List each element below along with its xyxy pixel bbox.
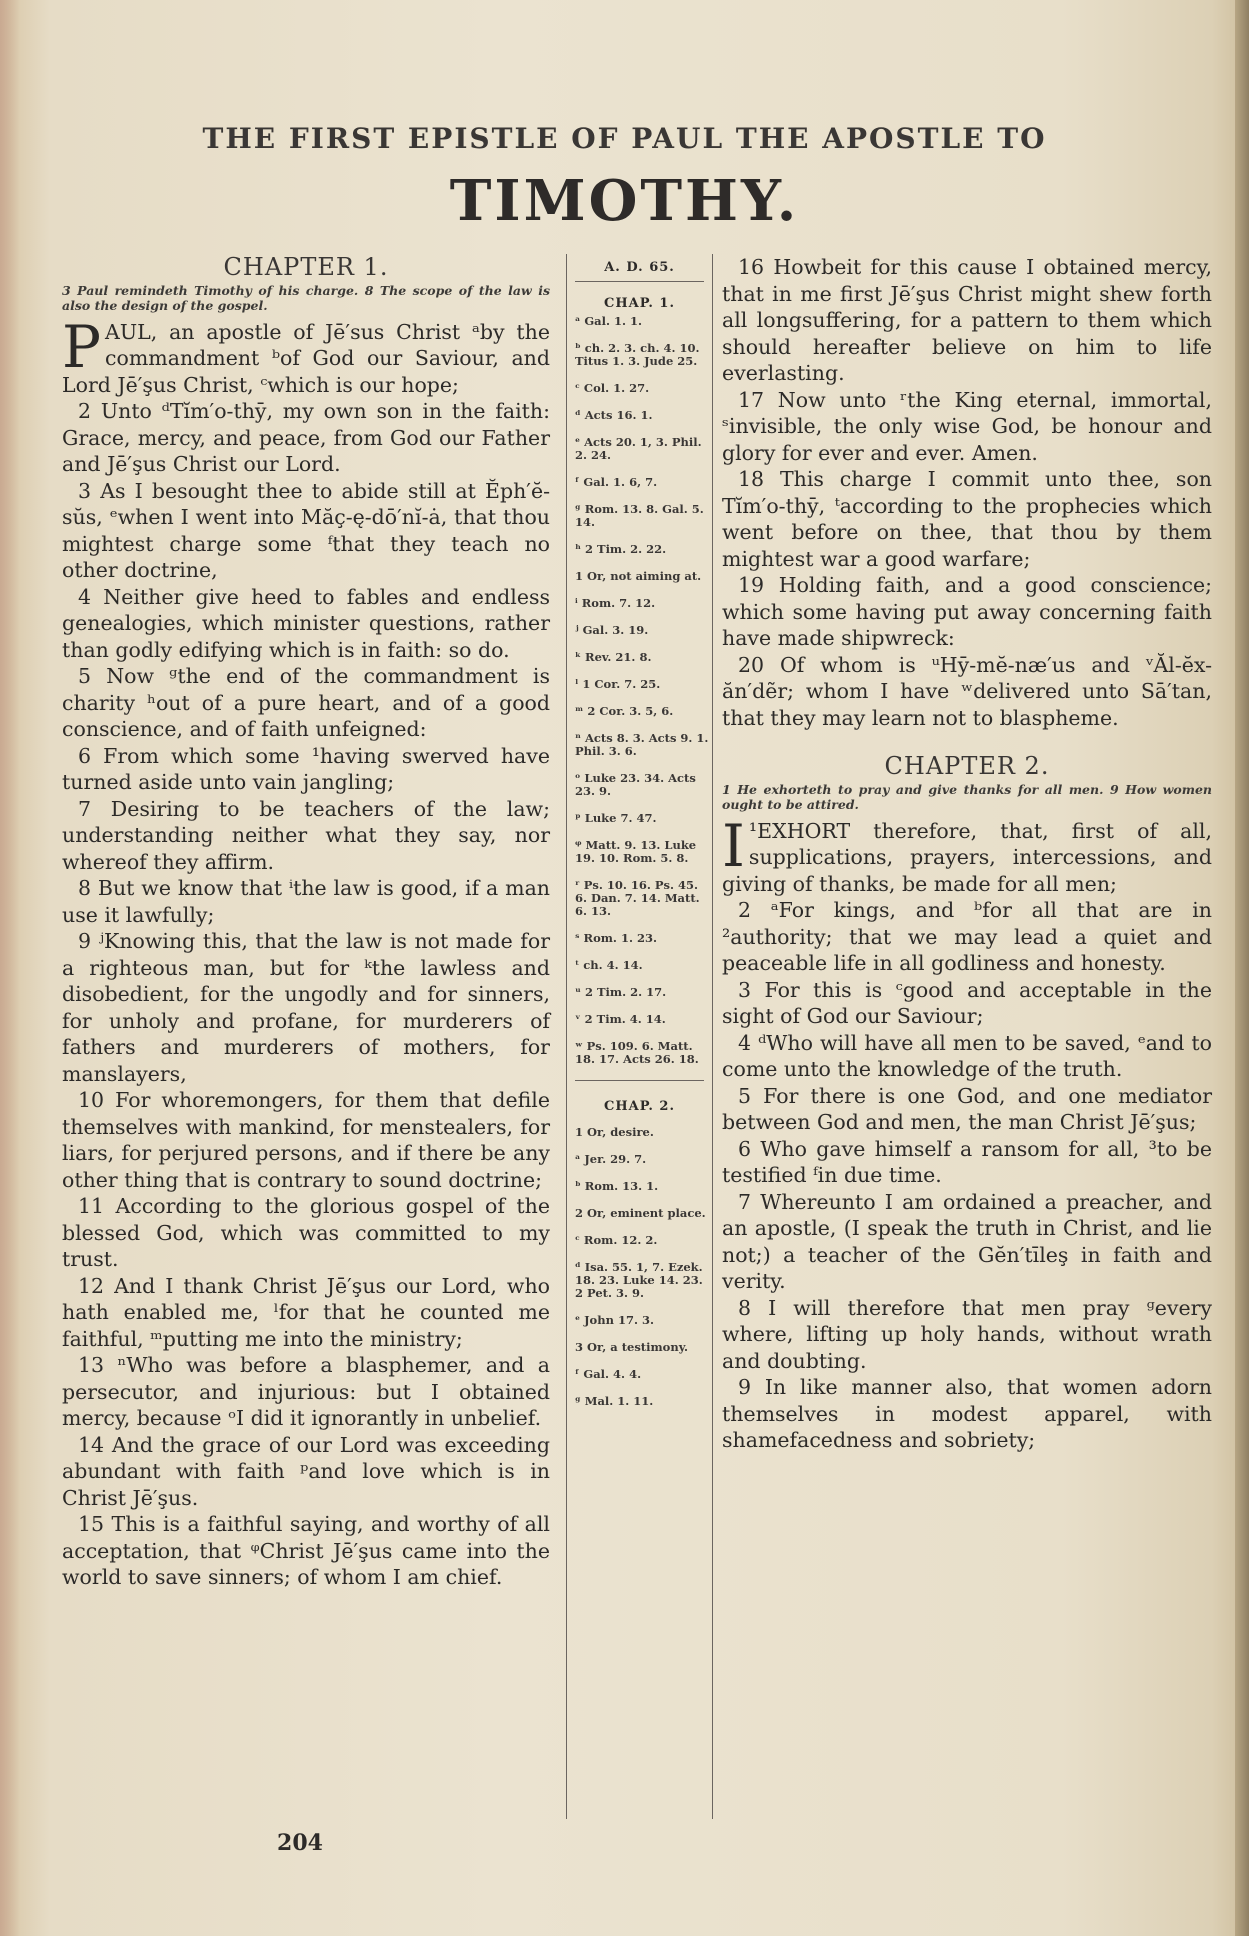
verse-1-9: 9 ʲKnowing this, that the law is not made for a righteous man, but for ᵏthe lawless and disobedient, for the ungodly and for sinners, for unholy and profane, for murderers of fathers and murderers of mothers, for manslayers,: [62, 929, 550, 1086]
verse-1-6: 6 From which some ¹having swerved have turned aside unto vain jangling;: [62, 743, 550, 794]
reference-margin: [566, 254, 713, 1819]
margin-ref: ᵛ 2 Tim. 4. 14.: [575, 1012, 666, 1026]
right-text-column: [722, 254, 1212, 1454]
margin-ref: ᶠ Gal. 4. 4.: [575, 1367, 642, 1381]
margin-chap-1-label: CHAP. 1.: [604, 296, 675, 311]
margin-date: A. D. 65.: [604, 260, 675, 275]
verse-1-17: 17 Now unto ʳthe King eternal, immortal, ˢinvisible, the only wise God, be honour and glory for ever and ever. Amen.: [722, 387, 1212, 465]
margin-ref: ᵐ 2 Cor. 3. 5, 6.: [575, 704, 674, 718]
margin-ref: 1 Or, not aiming at.: [575, 569, 702, 583]
margin-ref: ᵍ Mal. 1. 11.: [575, 1394, 654, 1408]
chapter-2-summary: 1 He exhorteth to pray and give thanks for all men. 9 How women ought to be attired.: [722, 781, 1212, 812]
margin-ref: 2 Or, eminent place.: [575, 1206, 706, 1220]
verse-2-3: 3 For this is ᶜgood and acceptable in the sight of God our Saviour;: [722, 977, 1212, 1028]
margin-divider: [575, 1080, 704, 1081]
margin-ref: ᵖ Luke 7. 47.: [575, 811, 657, 825]
margin-ref: ᵉ John 17. 3.: [575, 1313, 654, 1327]
verse-1-13: 13 ⁿWho was before a blasphemer, and a persecutor, and injurious: but I obtained mercy, because ᵒI did it ignorantly in unbelief.: [62, 1353, 550, 1430]
margin-ref: ᵈ Acts 16. 1.: [575, 408, 653, 422]
book-title: TIMOTHY.: [449, 168, 800, 234]
verse-2-1-text: ¹EXHORT therefore, that, first of all, supplications, prayers, intercessions, and giving of thanks, be made for all men;: [722, 818, 1212, 896]
margin-ref: ᵏ Rev. 21. 8.: [575, 650, 652, 664]
margin-ref: ᵃ Jer. 29. 7.: [575, 1152, 647, 1166]
verse-2-6: 6 Who gave himself a ransom for all, ³to be testified ᶠin due time.: [722, 1136, 1212, 1187]
margin-ref: ᵠ Matt. 9. 13. Luke 19. 10. Rom. 5. 8.: [575, 838, 697, 865]
verse-2-5: 5 For there is one God, and one mediator between God and men, the man Christ Jē′şus;: [722, 1083, 1212, 1134]
verse-1-2: 2 Unto ᵈTĭm′o-thȳ, my own son in the faith: Grace, mercy, and peace, from God our Father and Jē′şus Christ our Lord.: [62, 399, 550, 476]
verse-1-1: [62, 312, 550, 399]
margin-ref: ᵇ ch. 2. 3. ch. 4. 10. Titus 1. 3. Jude 25.: [575, 341, 700, 368]
margin-chap-2-label: CHAP. 2.: [604, 1099, 675, 1114]
chapter-1-summary: 3 Paul remindeth Timothy of his charge. 8 The scope of the law is also the design of the gospel.: [62, 282, 550, 313]
margin-ref: ʳ Ps. 10. 16. Ps. 45. 6. Dan. 7. 14. Matt. 6. 13.: [575, 878, 700, 918]
verse-1-12: 12 And I thank Christ Jē′şus our Lord, who hath enabled me, ˡfor that he counted me faithful, ᵐputting me into the ministry;: [62, 1273, 550, 1351]
verse-1-1-text: AUL, an apostle of Jē′sus Christ ᵃby the commandment ᵇof God our Saviour, and Lord Jē′şus Christ, ᶜwhich is our hope;: [62, 319, 550, 397]
verse-1-7: 7 Desiring to be teachers of the law; understanding neither what they say, nor whereof they affirm.: [62, 796, 550, 874]
chapter-1-heading: CHAPTER 1.: [223, 253, 389, 281]
verse-2-9: 9 In like manner also, that women adorn themselves in modest apparel, with shamefacedness and sobriety;: [722, 1375, 1212, 1452]
margin-ref: ᶜ Rom. 12. 2.: [575, 1233, 658, 1247]
verse-1-5: 5 Now ᵍthe end of the commandment is charity ʰout of a pure heart, and of a good conscience, and of faith unfeigned:: [62, 664, 550, 741]
margin-ref: ᵘ 2 Tim. 2. 17.: [575, 985, 667, 999]
verse-1-4: 4 Neither give heed to fables and endless genealogies, which minister questions, rather than godly edifying which is in faith: so do.: [62, 584, 550, 662]
margin-ref: ᶜ Col. 1. 27.: [575, 381, 650, 395]
page-number: 204: [277, 1830, 323, 1856]
verse-1-16: 16 Howbeit for this cause I obtained mercy, that in me first Jē′şus Christ might shew forth all longsuffering, for a pattern to them which should hereafter believe on him to life everlasting.: [722, 255, 1212, 385]
verse-1-10: 10 For whoremongers, for them that defile themselves with mankind, for menstealers, for liars, for perjured persons, and if there be any other thing that is contrary to sound doctrine;: [62, 1088, 550, 1192]
verse-2-4: 4 ᵈWho will have all men to be saved, ᵉand to come unto the knowledge of the truth.: [722, 1030, 1212, 1081]
margin-divider: [575, 281, 704, 282]
verse-2-1: [722, 811, 1212, 898]
left-text-column: [62, 254, 550, 1591]
book-subtitle: THE FIRST EPISTLE OF PAUL THE APOSTLE TO: [202, 122, 1047, 155]
verse-2-8: 8 I will therefore that men pray ᵍevery where, lifting up holy hands, without wrath and doubting.: [722, 1295, 1212, 1373]
verse-2-7: 7 Whereunto I am ordained a preacher, and an apostle, (I speak the truth in Christ, and lie not;) a teacher of the Gĕn′tīleş in faith and verity.: [722, 1189, 1212, 1293]
margin-ref: 1 Or, desire.: [575, 1125, 654, 1139]
margin-ref: ⁿ Acts 8. 3. Acts 9. 1. Phil. 3. 6.: [575, 731, 709, 758]
drop-cap: I: [722, 811, 745, 880]
verse-1-15: 15 This is a faithful saying, and worthy of all acceptation, that ᵠChrist Jē′şus came into the world to save sinners; of whom I am chief.: [62, 1512, 550, 1589]
verse-1-11: 11 According to the glorious gospel of the blessed God, which was committed to my trust.: [62, 1194, 550, 1271]
verse-1-20: 20 Of whom is ᵘHȳ-mĕ-næ′us and ᵛĂl-ĕx-ăn′dẽr; whom I have ʷdelivered unto Sā′tan, that they may learn not to blaspheme.: [722, 652, 1212, 730]
margin-ref: ᵉ Acts 20. 1, 3. Phil. 2. 24.: [575, 435, 702, 462]
page-left-edge: [0, 0, 20, 1936]
margin-ref: ᵈ Isa. 55. 1, 7. Ezek. 18. 23. Luke 14. 23. 2 Pet. 3. 9.: [575, 1260, 703, 1300]
margin-ref: ᵒ Luke 23. 34. Acts 23. 9.: [575, 771, 696, 798]
verse-1-18: 18 This charge I commit unto thee, son Tĭm′o-thȳ, ᵗaccording to the prophecies which went before on thee, that thou by them mightest war a good warfare;: [722, 467, 1212, 571]
margin-ref: ˢ Rom. 1. 23.: [575, 931, 657, 945]
margin-ref: ʷ Ps. 109. 6. Matt. 18. 17. Acts 26. 18.: [575, 1039, 699, 1066]
page-right-edge: [1235, 0, 1249, 1936]
margin-ref: ˡ 1 Cor. 7. 25.: [575, 677, 661, 691]
verse-1-8: 8 But we know that ⁱthe law is good, if a man use it lawfully;: [62, 876, 550, 927]
drop-cap: P: [62, 312, 102, 381]
margin-ref: ⁱ Rom. 7. 12.: [575, 596, 656, 610]
margin-ref: ᶠ Gal. 1. 6, 7.: [575, 475, 658, 489]
chapter-2-heading: CHAPTER 2.: [884, 752, 1050, 780]
margin-ref: 3 Or, a testimony.: [575, 1340, 689, 1354]
margin-ref: ʰ 2 Tim. 2. 22.: [575, 542, 667, 556]
margin-ref: ᵃ Gal. 1. 1.: [575, 314, 643, 328]
verse-2-2: 2 ᵃFor kings, and ᵇfor all that are in ²authority; that we may lead a quiet and peaceable life in all godliness and honesty.: [722, 898, 1212, 975]
margin-ref: ᵇ Rom. 13. 1.: [575, 1179, 659, 1193]
margin-ref: ᵗ ch. 4. 14.: [575, 958, 643, 972]
margin-ref: ᵍ Rom. 13. 8. Gal. 5. 14.: [575, 502, 704, 529]
verse-1-3: 3 As I besought thee to abide still at Ĕph′ĕ-sŭs, ᵉwhen I went into Măç-ę-dō′nĭ-ȧ, that thou mightest charge some ᶠthat they teach no other doctrine,: [62, 478, 550, 582]
verse-1-14: 14 And the grace of our Lord was exceeding abundant with faith ᵖand love which is in Christ Jē′şus.: [62, 1432, 550, 1510]
margin-ref: ʲ Gal. 3. 19.: [575, 623, 649, 637]
verse-1-19: 19 Holding faith, and a good conscience; which some having put away concerning faith have made shipwreck:: [722, 573, 1212, 650]
